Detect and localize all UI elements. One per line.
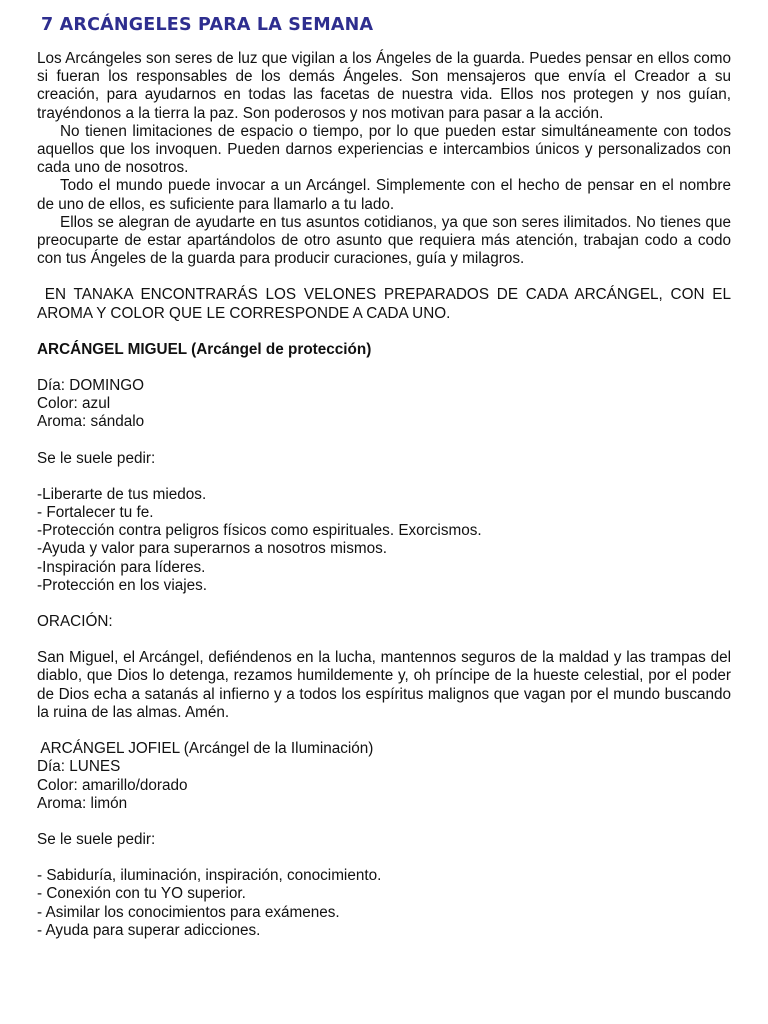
list-item: -Protección contra peligros físicos como espirituales. Exorcismos. (37, 522, 482, 540)
intro-paragraph-1: Los Arcángeles son seres de luz que vigilan a los Ángeles de la guarda. Puedes pensar en ellos como si fueran los responsables de los demás Ángeles. Son mensajeros que envía el Creador a su creación, para ayudarnos en todas las facetas de nuestra vida. Ellos nos protegen y nos guían, trayéndonos a la tierra la paz. Son poderosos y nos motivan para pasar a la acción. (37, 50, 731, 122)
document-page (37, 14, 735, 940)
list-item: - Ayuda para superar adicciones. (37, 921, 261, 939)
miguel-aroma: Aroma: sándalo (37, 413, 145, 431)
list-item: -Liberarte de tus miedos. (37, 485, 207, 503)
list-item: - Conexión con tu YO superior. (37, 885, 246, 903)
miguel-day: Día: DOMINGO (37, 377, 145, 395)
miguel-prayer-label: ORACIÓN: (37, 613, 113, 631)
list-item: - Sabiduría, iluminación, inspiración, conocimiento. (37, 867, 382, 885)
jofiel-day: Día: LUNES (37, 758, 121, 776)
miguel-requests-list (37, 486, 731, 595)
document-title: 7 ARCÁNGELES PARA LA SEMANA (41, 15, 374, 35)
jofiel-aroma: Aroma: limón (37, 794, 128, 812)
miguel-color: Color: azul (37, 395, 111, 413)
list-item: -Protección en los viajes. (37, 576, 208, 594)
miguel-prayer: San Miguel, el Arcángel, defiéndenos en la lucha, mantennos seguros de la maldad y las trampas del diablo, que Dios lo detenga, rezamos humildemente y, oh príncipe de la hueste celestial, por el poder de Dios echa a satanás al infierno y a todos los espíritus malignos que vagan por el mundo buscando la ruina de las almas. Amén. (37, 649, 731, 721)
miguel-requests-label: Se le suele pedir: (37, 449, 156, 467)
list-item: - Asimilar los conocimientos para exámenes. (37, 903, 340, 921)
store-notice: EN TANAKA ENCONTRARÁS LOS VELONES PREPARADOS DE CADA ARCÁNGEL, CON EL AROMA Y COLOR QUE LE CORRESPONDE A CADA UNO. (37, 286, 735, 322)
intro-paragraph-3: Todo el mundo puede invocar a un Arcángel. Simplemente con el hecho de pensar en el nombre de uno de ellos, es suficiente para llamarlo a tu lado. (37, 177, 731, 213)
jofiel-color: Color: amarillo/dorado (37, 776, 188, 794)
list-item: -Ayuda y valor para superarnos a nosotros mismos. (37, 540, 388, 558)
intro-paragraph-2: No tienen limitaciones de espacio o tiempo, por lo que pueden estar simultáneamente con todos aquellos que los invoquen. Pueden darnos experiencias e intercambios únicos y personalizados con cada uno de nosotros. (37, 122, 731, 177)
jofiel-requests-list (37, 867, 731, 940)
list-item: - Fortalecer tu fe. (37, 504, 154, 522)
list-item: -Inspiración para líderes. (37, 558, 206, 576)
miguel-attributes (37, 377, 731, 432)
jofiel-heading: ARCÁNGEL JOFIEL (Arcángel de la Iluminación) (37, 740, 374, 758)
miguel-heading: ARCÁNGEL MIGUEL (Arcángel de protección) (37, 340, 372, 358)
jofiel-requests-label: Se le suele pedir: (37, 830, 156, 848)
intro-paragraph-4: Ellos se alegran de ayudarte en tus asuntos cotidianos, ya que son seres ilimitados. No tienes que preocuparte de estar apartándolos de otro asunto que requiera más atención, trabajan codo a codo con tus Ángeles de la guarda para producir curaciones, guía y milagros. (37, 213, 731, 268)
